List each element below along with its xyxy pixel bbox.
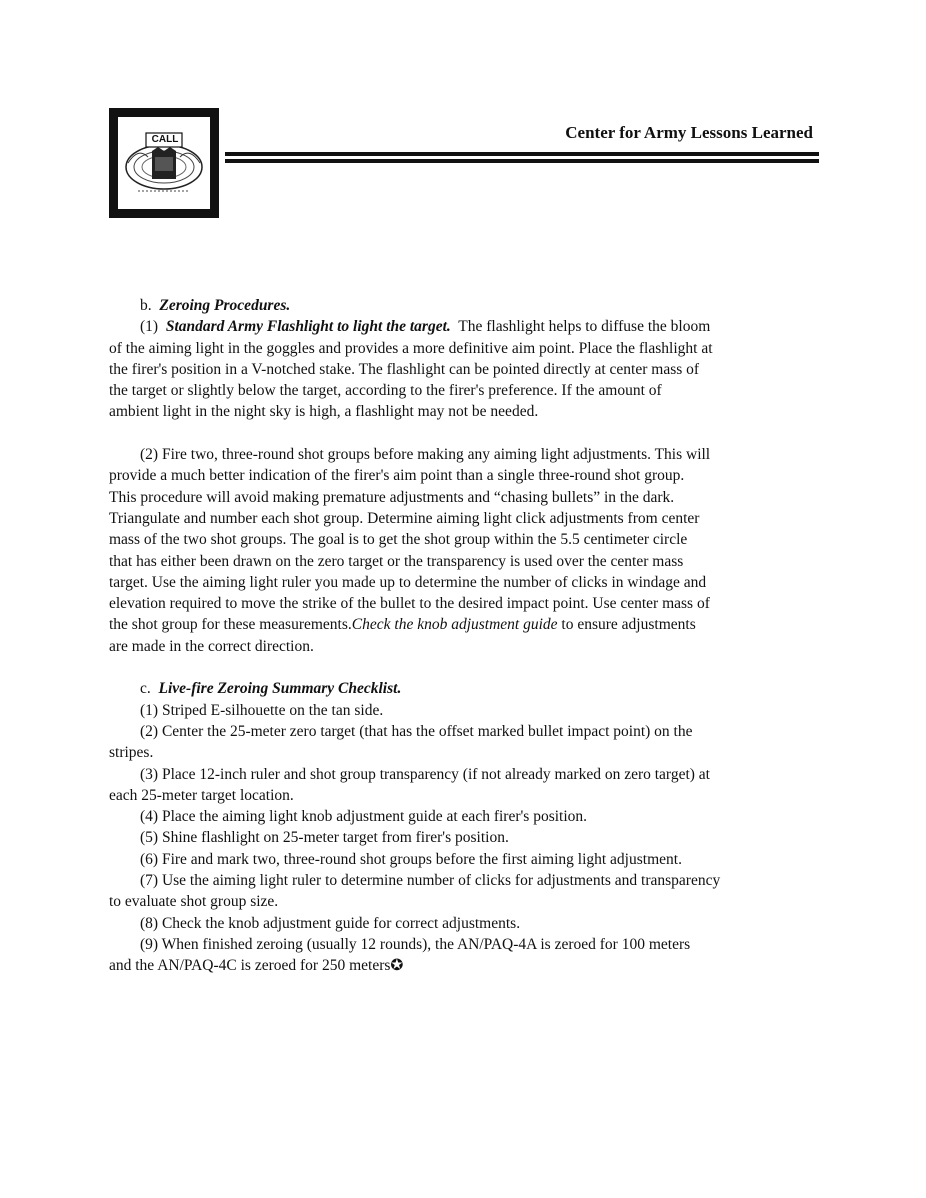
end-mark-icon: ✪ bbox=[390, 957, 404, 975]
checklist-item: (6) Fire and mark two, three-round shot groups before the first aiming light adjustment. bbox=[140, 850, 682, 868]
checklist-item-cont: each 25-meter target location. bbox=[109, 786, 294, 804]
para-2-line: Triangulate and number each shot group. Determine aiming light click adjustments from center bbox=[109, 509, 700, 527]
checklist-item: (2) Center the 25-meter zero target (that has the offset marked bullet impact point) on the bbox=[140, 722, 693, 740]
para-2-line: that has either been drawn on the zero target or the transparency is used over the center mass bbox=[109, 552, 684, 570]
para-2-line: elevation required to move the strike of the bullet to the desired impact point. Use center mass of bbox=[109, 595, 710, 613]
call-logo bbox=[109, 108, 219, 218]
checklist-item: (7) Use the aiming light ruler to determine number of clicks for adjustments and transparency bbox=[140, 872, 721, 890]
checklist-item: (5) Shine flashlight on 25-meter target from firer's position. bbox=[140, 829, 509, 847]
para-1-line: of the aiming light in the goggles and provides a more definitive aim point. Place the flashlight at bbox=[109, 339, 713, 357]
paragraph-gap bbox=[109, 423, 844, 444]
paragraph-gap bbox=[109, 657, 844, 678]
logo-label: CALL bbox=[151, 134, 179, 145]
organization-title: Center for Army Lessons Learned bbox=[565, 123, 813, 142]
para-1-line: the firer's position in a V-notched stake. The flashlight can be pointed directly at center mass of bbox=[109, 360, 700, 378]
emblem-icon bbox=[118, 117, 210, 209]
section-b-heading: b. Zeroing Procedures. bbox=[140, 297, 291, 314]
para-2-line-mixed: the shot group for these measurements.Check the knob adjustment guide to ensure adjustments bbox=[109, 616, 696, 634]
checklist-item: (1) Striped E-silhouette on the tan side. bbox=[140, 701, 384, 719]
checklist-item: (9) When finished zeroing (usually 12 rounds), the AN/PAQ-4A is zeroed for 100 meters bbox=[140, 935, 691, 953]
call-logo-emblem bbox=[118, 117, 210, 209]
checklist-item: (3) Place 12-inch ruler and shot group transparency (if not already marked on zero target) at bbox=[140, 765, 710, 783]
header-rule-bottom bbox=[225, 159, 819, 163]
para-2-line: mass of the two shot groups. The goal is to get the shot group within the 5.5 centimeter circle bbox=[109, 531, 688, 549]
para-2-line: (2) Fire two, three-round shot groups before making any aiming light adjustments. This will bbox=[140, 446, 711, 464]
checklist-item-cont: to evaluate shot group size. bbox=[109, 893, 279, 911]
checklist-final-line: and the AN/PAQ-4C is zeroed for 250 meters✪ bbox=[109, 957, 404, 975]
para-2-line: are made in the correct direction. bbox=[109, 637, 314, 655]
para-1-line: the target or slightly below the target, according to the firer's preference. If the amount of bbox=[109, 382, 662, 400]
document-body bbox=[109, 295, 844, 977]
para-2-line: target. Use the aiming light ruler you made up to determine the number of clicks in windage and bbox=[109, 573, 707, 591]
header-rule-top bbox=[225, 152, 819, 156]
para-1-first-line: (1) Standard Army Flashlight to light the target. The flashlight helps to diffuse the bloom bbox=[140, 318, 711, 336]
checklist-item: (4) Place the aiming light knob adjustment guide at each firer's position. bbox=[140, 808, 588, 826]
para-2-line: provide a much better indication of the firer's aim point than a single three-round shot group. bbox=[109, 467, 685, 485]
checklist-item: (8) Check the knob adjustment guide for correct adjustments. bbox=[140, 914, 521, 932]
checklist-item-cont: stripes. bbox=[109, 744, 154, 762]
para-2-line: This procedure will avoid making premature adjustments and “chasing bullets” in the dark. bbox=[109, 488, 675, 506]
section-c-heading: c. Live-fire Zeroing Summary Checklist. bbox=[140, 680, 402, 698]
para-1-line: ambient light in the night sky is high, a flashlight may not be needed. bbox=[109, 403, 539, 421]
